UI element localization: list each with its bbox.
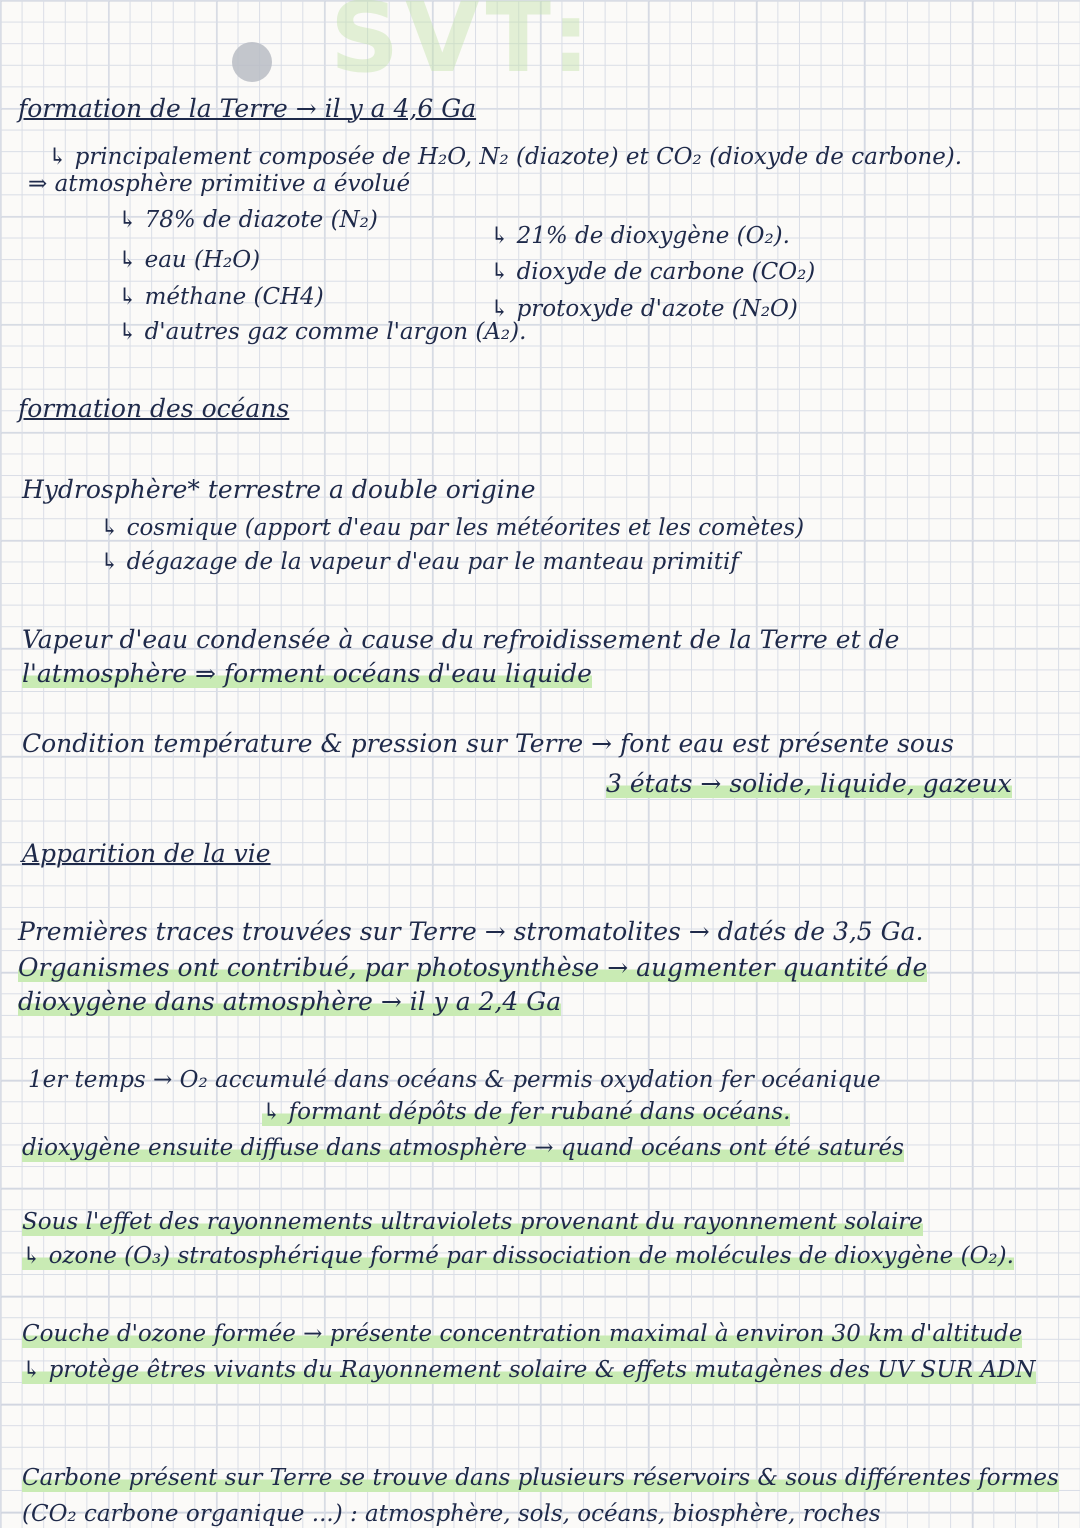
heading-oceans: formation des océans (18, 394, 290, 423)
heading-earth-formation: formation de la Terre → il y a 4,6 Ga (18, 94, 477, 123)
title-watermark: SVT: (330, 0, 597, 94)
note-line: ↳ protège êtres vivants du Rayonnement solaire & effets mutagènes des UV SUR ADN (22, 1357, 1036, 1383)
note-line: Sous l'effet des rayonnements ultraviolets provenant du rayonnement solaire (22, 1209, 923, 1235)
note-line: ⇒ atmosphère primitive a évolué (28, 171, 411, 197)
note-line: 3 états → solide, liquide, gazeux (606, 769, 1012, 798)
gas-item: ↳ dioxyde de carbone (CO₂) (490, 259, 816, 285)
gas-item: ↳ méthane (CH4) (118, 284, 324, 310)
note-line: 1er temps → O₂ accumulé dans océans & permis oxydation fer océanique (28, 1067, 881, 1093)
note-line: Vapeur d'eau condensée à cause du refroidissement de la Terre et de (22, 625, 900, 654)
note-line: Hydrosphère* terrestre a double origine (22, 475, 536, 504)
binder-hole (232, 42, 272, 82)
note-line: (CO₂ carbone organique ...) : atmosphère, sols, océans, biosphère, roches (22, 1501, 881, 1527)
note-line: Carbone présent sur Terre se trouve dans plusieurs réservoirs & sous différentes formes (22, 1465, 1059, 1491)
note-line: l'atmosphère ⇒ forment océans d'eau liquide (22, 659, 592, 688)
note-line: ↳ dégazage de la vapeur d'eau par le manteau primitif (100, 549, 739, 575)
gas-item: ↳ d'autres gaz comme l'argon (A₂). (118, 319, 527, 345)
note-line: ↳ cosmique (apport d'eau par les météorites et les comètes) (100, 515, 805, 541)
note-line: Organismes ont contribué, par photosynthèse → augmenter quantité de (18, 953, 928, 982)
note-line: dioxygène dans atmosphère → il y a 2,4 Ga (18, 987, 562, 1016)
note-line: ↳ principalement composée de H₂O, N₂ (diazote) et CO₂ (dioxyde de carbone). (48, 144, 963, 170)
note-line: dioxygène ensuite diffuse dans atmosphère → quand océans ont été saturés (22, 1135, 904, 1161)
note-line: Condition température & pression sur Terre → font eau est présente sous (22, 729, 954, 758)
heading-life: Apparition de la vie (22, 839, 271, 868)
note-line: Couche d'ozone formée → présente concentration maximal à environ 30 km d'altitude (22, 1321, 1023, 1347)
note-line: ↳ ozone (O₃) stratosphérique formé par dissociation de molécules de dioxygène (O₂). (22, 1243, 1014, 1269)
gas-item: ↳ protoxyde d'azote (N₂O) (490, 296, 798, 322)
gas-item: ↳ 21% de dioxygène (O₂). (490, 223, 790, 249)
note-line: Premières traces trouvées sur Terre → stromatolites → datés de 3,5 Ga. (18, 917, 924, 946)
gas-item: ↳ 78% de diazote (N₂) (118, 207, 378, 233)
gas-item: ↳ eau (H₂O) (118, 247, 261, 273)
note-line: ↳ formant dépôts de fer rubané dans océans. (262, 1099, 791, 1125)
